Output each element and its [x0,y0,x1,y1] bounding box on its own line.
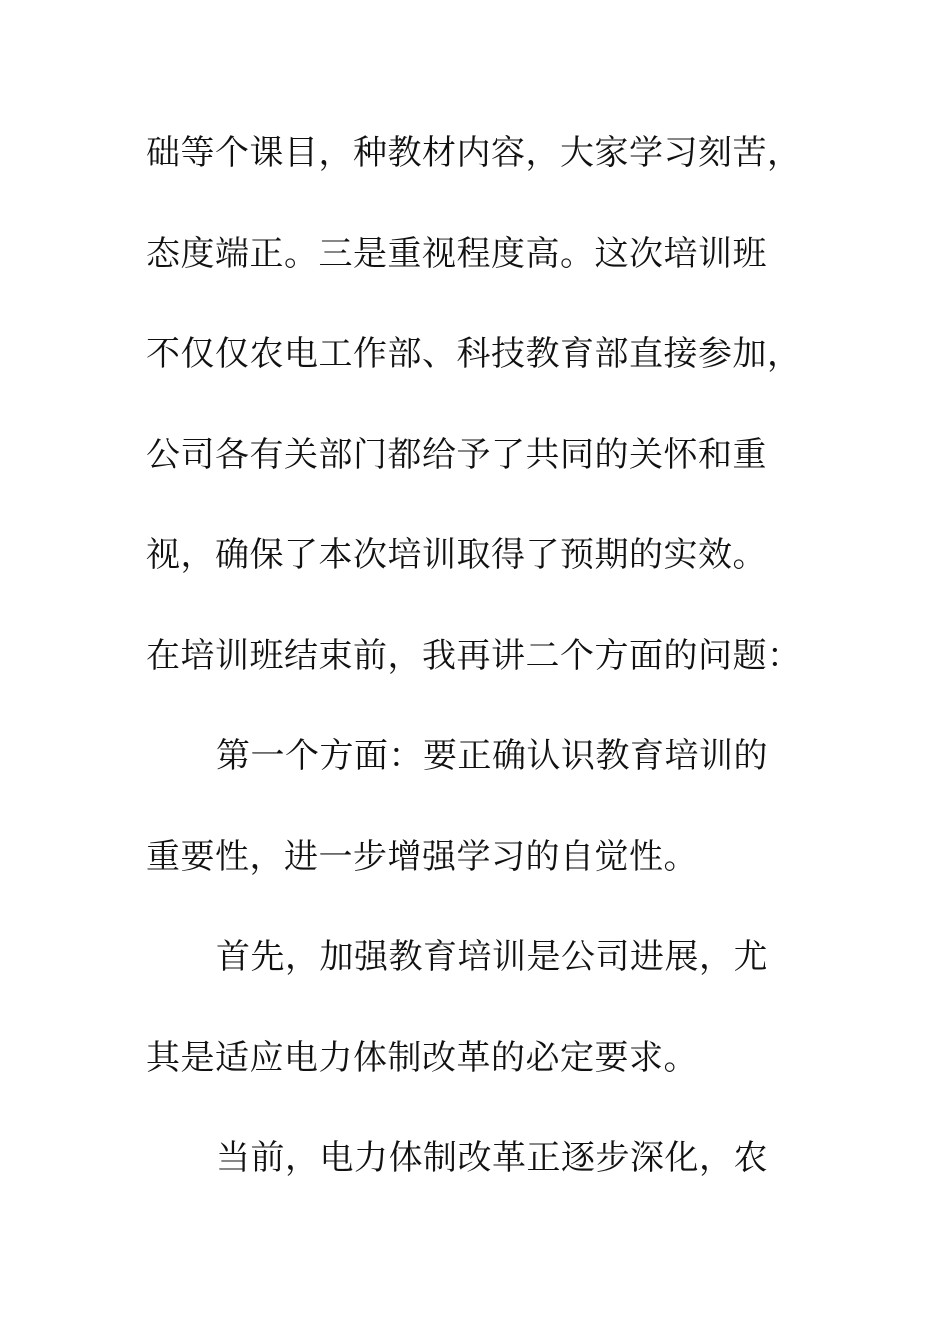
text-line: 不仅仅农电工作部、科技教育部直接参加， [146,334,802,374]
text-line: 其是适应电力体制改革的必定要求。 [146,1037,698,1078]
paragraph-first-line: 当前，电力体制改革正逐步深化，农 [216,1138,768,1178]
text-line: 重要性，进一步增强学习的自觉性。 [146,836,698,877]
body-text [146,124,806,1230]
text-line: 视，确保了本次培训取得了预期的实效。 [146,535,767,575]
text-line: 在培训班结束前，我再讲二个方面的问题： [146,635,802,676]
text-line: 态度端正。三是重视程度高。这次培训班 [146,233,767,274]
text-line: 础等个课目，种教材内容，大家学习刻苦， [146,133,802,173]
paragraph-first-line: 首先，加强教育培训是公司进展，尤 [216,937,768,977]
text-line: 公司各有关部门都给予了共同的关怀和重 [146,434,767,475]
paragraph-first-line: 第一个方面：要正确认识教育培训的 [216,736,768,776]
